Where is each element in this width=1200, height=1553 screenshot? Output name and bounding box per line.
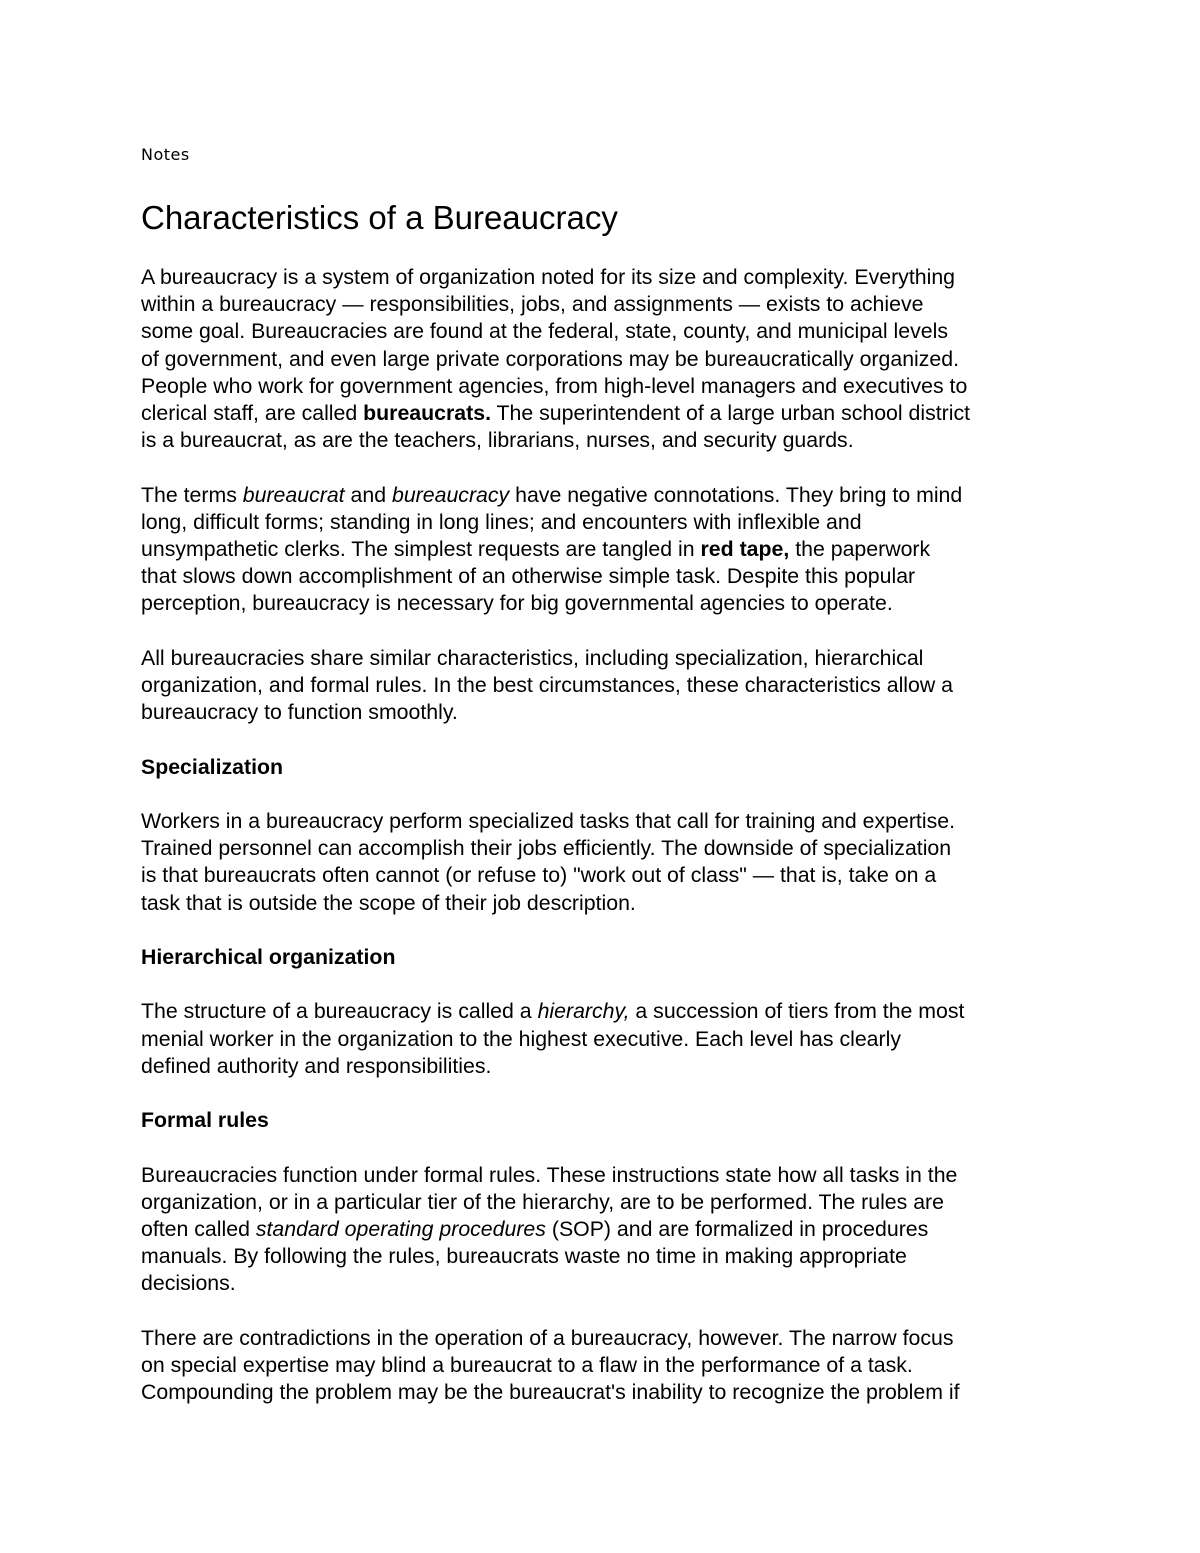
- text-line: task that is outside the scope of their job description.: [141, 890, 636, 915]
- text-segment: clerical staff, are called: [141, 401, 364, 426]
- text-segment: (SOP) and are formalized in procedures: [545, 1216, 929, 1241]
- text-line: perception, bureaucracy is necessary for big governmental agencies to operate.: [141, 591, 893, 616]
- text-segment: and: [344, 482, 392, 507]
- text-segment: a succession of tiers from the most: [629, 999, 965, 1024]
- text-line: is a bureaucrat, as are the teachers, librarians, nurses, and security guards.: [141, 428, 854, 453]
- text-line: that slows down accomplishment of an otherwise simple task. Despite this popular: [141, 564, 916, 589]
- specialization-heading: Specialization: [141, 754, 284, 779]
- text-line: defined authority and responsibilities.: [141, 1053, 492, 1078]
- text-line: some goal. Bureaucracies are found at the federal, state, county, and municipal levels: [141, 319, 948, 344]
- shared-characteristics-paragraph: [141, 645, 1071, 727]
- term-red-tape: red tape,: [700, 537, 790, 562]
- text-line: organization, and formal rules. In the best circumstances, these characteristics allow a: [141, 673, 954, 698]
- term-bureaucracy: bureaucracy: [391, 482, 510, 507]
- connotations-paragraph: [141, 482, 1071, 618]
- hierarchy-paragraph: [141, 998, 1071, 1080]
- text-line: Trained personnel can accomplish their jobs efficiently. The downside of specialization: [141, 836, 952, 861]
- hierarchy-heading: Hierarchical organization: [141, 945, 396, 969]
- text-line: on special expertise may blind a bureaucrat to a flaw in the performance of a task.: [141, 1352, 913, 1377]
- formal-rules-paragraph: [141, 1162, 1071, 1298]
- document-body: [141, 264, 1071, 1434]
- term-bureaucrat: bureaucrat: [242, 482, 345, 507]
- text-line: organization, or in a particular tier of the hierarchy, are to be performed. The rules are: [141, 1189, 944, 1214]
- text-line: is that bureaucrats often cannot (or refuse to) "work out of class" — that is, take on a: [141, 863, 937, 888]
- text-line: long, difficult forms; standing in long lines; and encounters with inflexible and: [141, 509, 862, 534]
- term-hierarchy: hierarchy,: [537, 999, 630, 1024]
- text-line: menial worker in the organization to the highest executive. Each level has clearly: [141, 1026, 902, 1051]
- text-segment: have negative connotations. They bring to mind: [509, 482, 963, 507]
- contradictions-paragraph: [141, 1325, 1071, 1407]
- text-segment: unsympathetic clerks. The simplest requests are tangled in: [141, 537, 701, 562]
- text-line: Bureaucracies function under formal rules. These instructions state how all tasks in the: [141, 1162, 958, 1187]
- text-segment: The superintendent of a large urban school district: [491, 401, 971, 426]
- text-line: bureaucracy to function smoothly.: [141, 700, 458, 725]
- text-line: People who work for government agencies, from high-level managers and executives to: [141, 373, 968, 398]
- text-line: [141, 1216, 1071, 1243]
- text-line: There are contradictions in the operation of a bureaucracy, however. The narrow focus: [141, 1325, 954, 1350]
- formal-rules-heading: Formal rules: [141, 1108, 269, 1133]
- intro-paragraph: [141, 264, 1071, 454]
- specialization-paragraph: [141, 808, 1071, 917]
- text-line: Workers in a bureaucracy perform specialized tasks that call for training and expertise.: [141, 809, 955, 833]
- text-line: manuals. By following the rules, bureaucrats waste no time in making appropriate: [141, 1244, 907, 1269]
- text-segment: the paperwork: [789, 537, 931, 562]
- text-line: A bureaucracy is a system of organization noted for its size and complexity. Everything: [141, 265, 956, 289]
- notes-label: Notes: [141, 145, 190, 164]
- text-segment: The structure of a bureaucracy is called a: [141, 999, 538, 1024]
- text-line: All bureaucracies share similar characteristics, including specialization, hierarchical: [141, 645, 924, 670]
- text-line: of government, and even large private corporations may be bureaucratically organized.: [141, 346, 960, 371]
- term-sop: standard operating procedures: [255, 1216, 546, 1241]
- text-segment: often called: [141, 1216, 256, 1241]
- text-line: [141, 998, 1071, 1025]
- text-line: [141, 400, 1071, 427]
- page-title: Characteristics of a Bureaucracy: [141, 199, 618, 236]
- text-line: [141, 536, 1071, 563]
- text-line: within a bureaucracy — responsibilities, jobs, and assignments — exists to achieve: [141, 292, 924, 317]
- term-bureaucrats: bureaucrats.: [363, 401, 491, 426]
- text-segment: The terms: [141, 482, 243, 507]
- text-line: Compounding the problem may be the bureaucrat's inability to recognize the problem if: [141, 1380, 960, 1405]
- text-line: [141, 482, 1071, 509]
- text-line: decisions.: [141, 1271, 236, 1296]
